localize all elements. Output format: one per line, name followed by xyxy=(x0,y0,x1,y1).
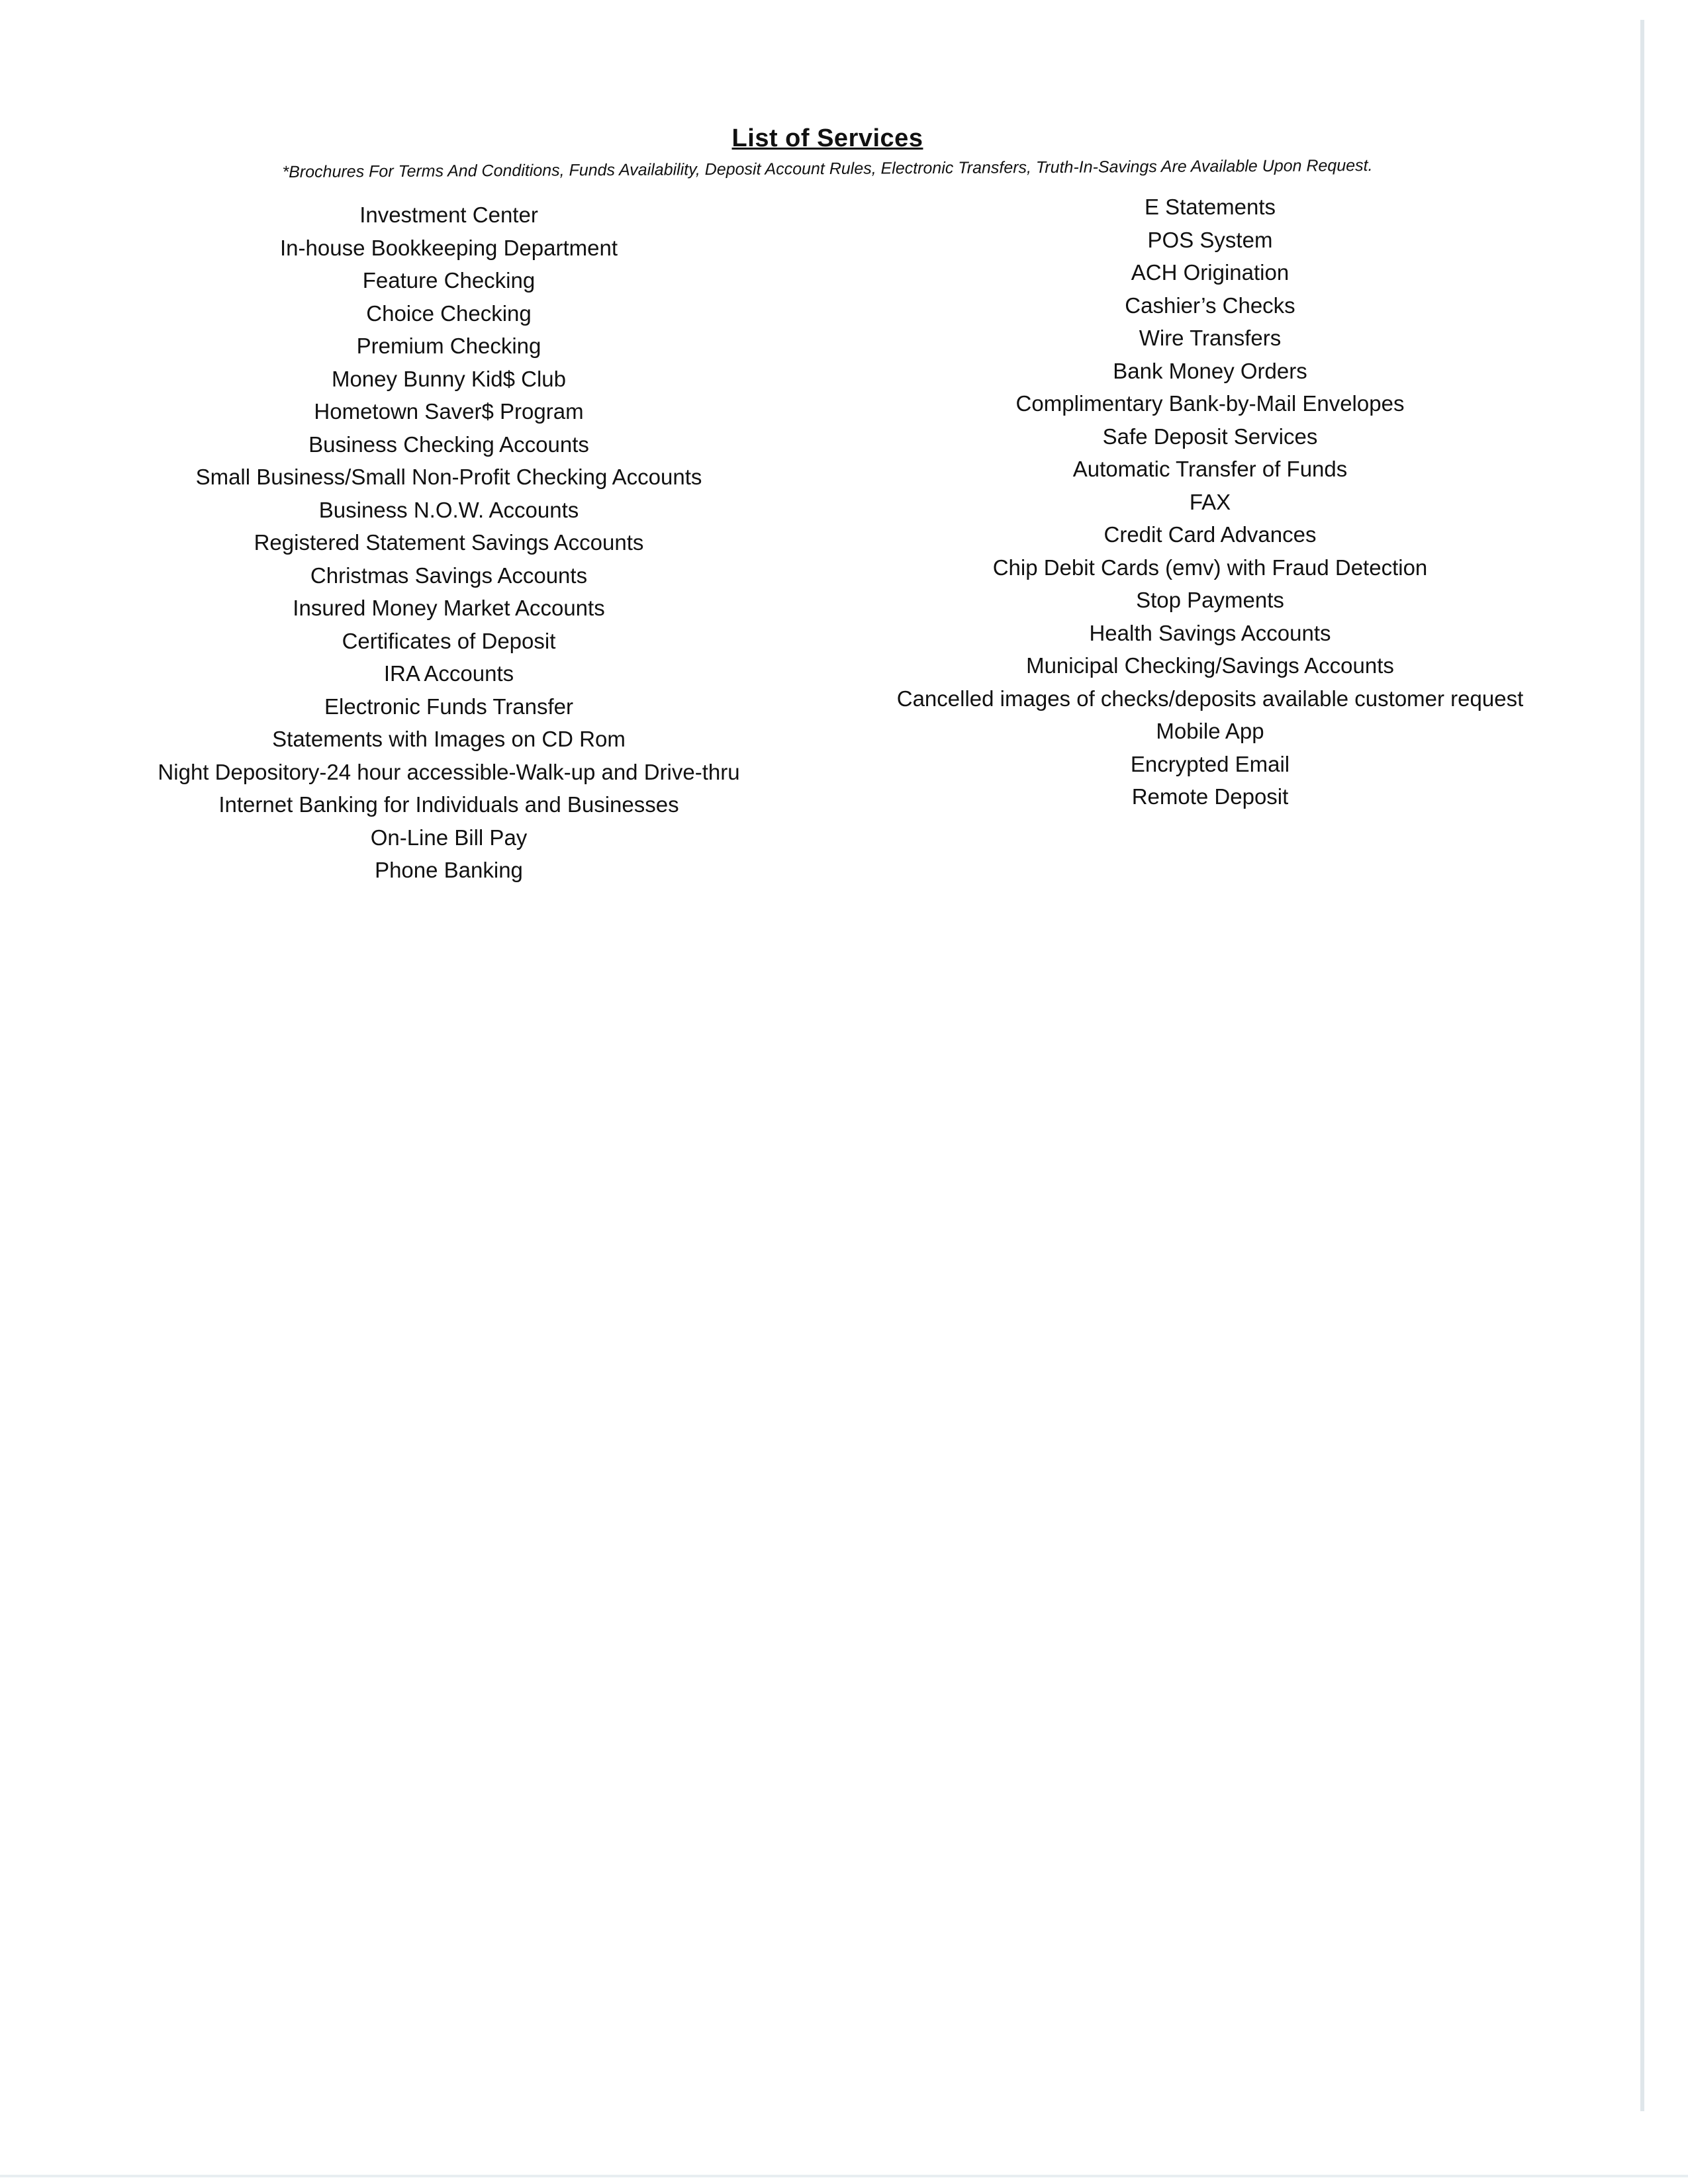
service-item: Business Checking Accounts xyxy=(308,432,589,457)
service-item: On-Line Bill Pay xyxy=(370,825,528,850)
service-item: Money Bunny Kid$ Club xyxy=(331,366,567,391)
service-item: Statements with Images on CD Rom xyxy=(272,727,626,751)
service-item: Christmas Savings Accounts xyxy=(310,563,588,588)
service-item: Encrypted Email xyxy=(1130,751,1290,776)
service-item: Night Depository-24 hour accessible-Walk-up and Drive-thru xyxy=(158,759,740,784)
service-item: Complimentary Bank-by-Mail Envelopes xyxy=(1015,391,1405,416)
service-item: Insured Money Market Accounts xyxy=(293,596,605,620)
service-item: ACH Origination xyxy=(1131,260,1289,285)
brochure-note: *Brochures For Terms And Conditions, Funds Availability, Deposit Account Rules, Electronic Transfers, Truth-In-Savings Are Available Upon Request. xyxy=(282,156,1373,182)
service-item: Automatic Transfer of Funds xyxy=(1072,457,1348,481)
service-item: Remote Deposit xyxy=(1131,784,1289,809)
service-item: Municipal Checking/Savings Accounts xyxy=(1026,653,1394,678)
service-item: Small Business/Small Non-Profit Checking Accounts xyxy=(195,465,702,489)
scan-edge-right xyxy=(1640,20,1644,2111)
service-item: Choice Checking xyxy=(366,300,532,326)
service-item: Certificates of Deposit xyxy=(342,628,556,653)
service-item: Credit Card Advances xyxy=(1103,522,1317,547)
service-item: Cancelled images of checks/deposits available customer request xyxy=(896,686,1524,711)
service-item: IRA Accounts xyxy=(383,661,514,686)
service-item: POS System xyxy=(1147,227,1273,252)
service-item: Investment Center xyxy=(359,203,538,227)
service-item: Internet Banking for Individuals and Businesses xyxy=(218,792,679,817)
services-list-right xyxy=(846,191,1574,813)
page-title: List of Services xyxy=(731,124,923,152)
service-item: In-house Bookkeeping Department xyxy=(280,235,618,260)
service-item: Chip Debit Cards (emv) with Fraud Detection xyxy=(992,555,1428,580)
service-item: Safe Deposit Services xyxy=(1102,424,1318,449)
service-item: Health Savings Accounts xyxy=(1089,620,1331,645)
scan-edge-bottom xyxy=(0,2175,1688,2177)
service-item: Hometown Saver$ Program xyxy=(314,399,584,424)
service-item: E Statements xyxy=(1144,195,1276,219)
service-item: Cashier’s Checks xyxy=(1125,293,1295,318)
service-item: Business N.O.W. Accounts xyxy=(318,497,579,522)
service-item: Premium Checking xyxy=(356,334,541,358)
service-item: Phone Banking xyxy=(375,858,523,882)
service-item: Registered Statement Savings Accounts xyxy=(254,530,644,555)
service-item: Stop Payments xyxy=(1136,588,1284,612)
service-item: Wire Transfers xyxy=(1139,326,1282,350)
service-item: FAX xyxy=(1189,489,1231,514)
service-item: Electronic Funds Transfer xyxy=(324,694,573,719)
services-list-left xyxy=(118,199,780,887)
service-item: Bank Money Orders xyxy=(1113,358,1307,383)
service-item: Feature Checking xyxy=(362,268,536,293)
service-item: Mobile App xyxy=(1156,719,1264,743)
